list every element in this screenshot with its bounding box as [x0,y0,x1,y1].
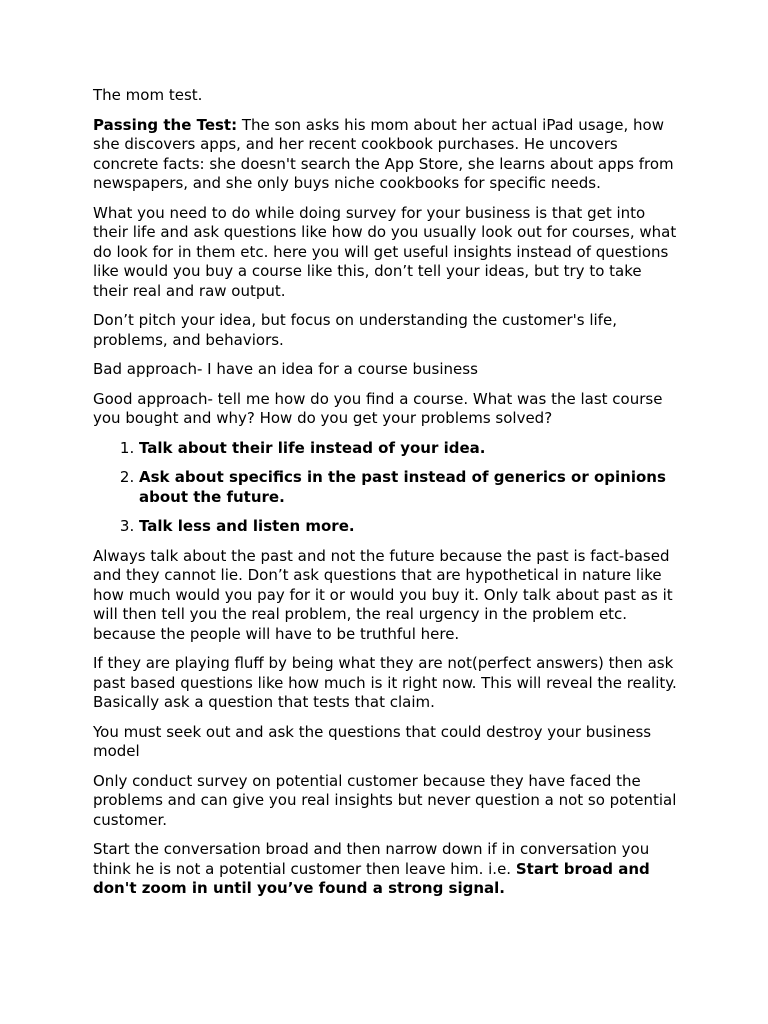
paragraph-destroy-model: You must seek out and ask the questions that could destroy your business model [93,722,652,760]
start-broad-text: Start the conversation broad and then narrow down if in conversation you think he is not a potential customer then leave him. i.e. [93,840,650,878]
paragraph-fluff: If they are playing fluff by being what they are not(perfect answers) then ask past based questions like how much is it right now. This will reveal the reality. Basically ask a question that tests that claim. [93,654,677,711]
paragraph-good-approach: Good approach- tell me how do you find a course. What was the last course you bought and why? How do you get your problems solved? [93,389,663,427]
paragraph-bad-approach: Bad approach- I have an idea for a course business [93,360,478,378]
paragraph-dont-pitch: Don’t pitch your idea, but focus on understanding the customer's life, problems, and behaviors. [93,311,617,349]
passing-text: The son asks his mom about her actual iPad usage, how she discovers apps, and her recent cookbook purchases. He uncovers concrete facts: she doesn't search the App Store, she learns about apps from newspapers, and she only buys niche cookbooks for specific needs. [93,115,674,192]
list-item: 1. Talk about their life instead of your idea. [139,439,677,459]
paragraph-potential-customer: Only conduct survey on potential customer because they have faced the problems and can give you real insights but never question a not so potential customer. [93,771,677,829]
start-broad-bold: Start broad and don't zoom in until you’ve found a strong signal. [93,859,650,897]
paragraph-start-broad [93,840,677,899]
passing-paragraph [93,116,677,194]
paragraph-survey: What you need to do while doing survey for your business is that get into their life and ask questions like how do you usually look out for courses, what do look for in them etc. here you will get useful insights instead of questions like would you buy a course like this, don’t tell your ideas, but try to take their real and raw output. [93,203,677,300]
list-item: 3. Talk less and listen more. [139,517,677,537]
passing-label: Passing the Test: [93,115,238,134]
document-title: The mom test. [93,86,203,104]
document-page [93,86,677,909]
rules-list [93,439,677,537]
paragraph-past-not-future: Always talk about the past and not the future because the past is fact-based and they cannot lie. Don’t ask questions that are hypothetical in nature like how much would you pay for it or would you buy it. Only talk about past as it will then tell you the real problem, the real urgency in the problem etc. because the people will have to be truthful here. [93,546,673,643]
list-item: 2. Ask about specifics in the past instead of generics or opinions about the future. [139,468,677,507]
